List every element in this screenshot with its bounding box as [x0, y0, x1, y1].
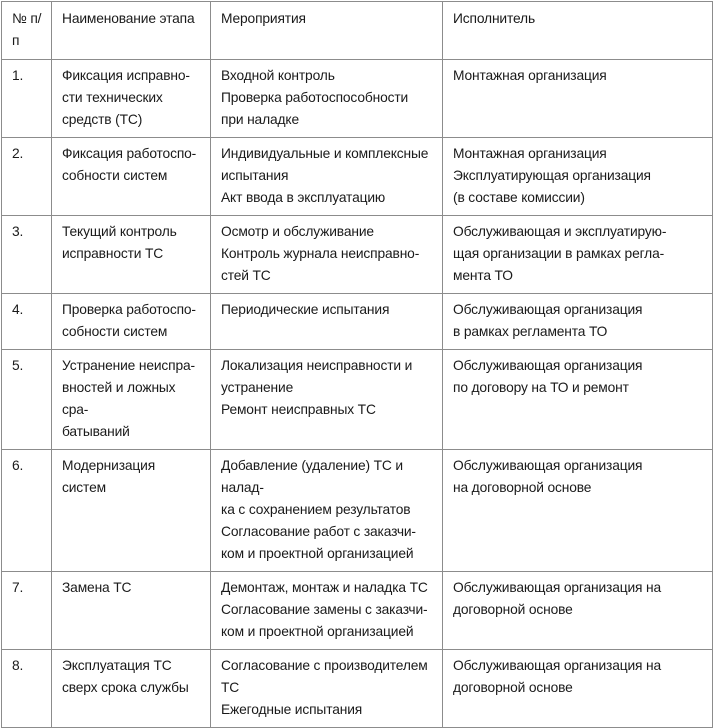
- table-row: [2, 294, 713, 350]
- measure-line: ка с сохранением результатов: [221, 502, 411, 517]
- measures-cell: [211, 350, 443, 450]
- stage-line: Замена ТС: [62, 580, 132, 595]
- measure-line: Добавление (удаление) ТС и налад-: [221, 458, 403, 495]
- measure-line: Контроль журнала неисправно-: [221, 246, 420, 261]
- executor-cell: [443, 572, 713, 650]
- row-number: 3.: [2, 216, 52, 294]
- stages-table: [1, 1, 713, 728]
- executor-line: договорной основе: [453, 680, 573, 695]
- measure-line: Ремонт неисправных ТС: [221, 402, 376, 417]
- stage-line: Эксплуатация ТС: [62, 658, 172, 673]
- measure-line: Демонтаж, монтаж и наладка ТС: [221, 580, 428, 595]
- executor-line: Обслуживающая организация: [453, 358, 643, 373]
- executor-line: Эксплуатирующая организация: [453, 168, 651, 183]
- measure-line: Ежегодные испытания: [221, 702, 363, 717]
- executor-cell: [443, 216, 713, 294]
- executor-line: мента ТО: [453, 268, 513, 283]
- measure-line: Входной контроль: [221, 68, 335, 83]
- stage-cell: [52, 350, 211, 450]
- header-stage: Наименование этапа: [52, 2, 211, 60]
- stage-line: Текущий контроль: [62, 224, 177, 239]
- executor-cell: [443, 350, 713, 450]
- executor-line: в рамках регламента ТО: [453, 324, 608, 339]
- executor-cell: [443, 450, 713, 572]
- header-executor: Исполнитель: [443, 2, 713, 60]
- executor-line: Обслуживающая и эксплуатирую-: [453, 224, 667, 239]
- measures-cell: [211, 450, 443, 572]
- stage-line: Фиксация исправно-: [62, 68, 190, 83]
- executor-line: щая организации в рамках регла-: [453, 246, 665, 261]
- stage-line: Устранение неиспра-: [62, 358, 195, 373]
- executor-line: (в составе комиссии): [453, 190, 585, 205]
- executor-line: Обслуживающая организация: [453, 302, 643, 317]
- stage-cell: [52, 572, 211, 650]
- executor-line: на договорной основе: [453, 480, 592, 495]
- measure-line: устранение: [221, 380, 294, 395]
- measures-cell: [211, 294, 443, 350]
- stage-cell: [52, 60, 211, 138]
- table-row: [2, 216, 713, 294]
- stage-line: Фиксация работоспо-: [62, 146, 197, 161]
- measure-line: Согласование замены с заказчи-: [221, 602, 428, 617]
- table-row: [2, 350, 713, 450]
- stage-cell: [52, 138, 211, 216]
- stage-line: средств (ТС): [62, 112, 143, 127]
- row-number: 6.: [2, 450, 52, 572]
- measure-line: Осмотр и обслуживание: [221, 224, 374, 239]
- measure-line: ком и проектной организацией: [221, 624, 414, 639]
- row-number: 2.: [2, 138, 52, 216]
- measures-cell: [211, 60, 443, 138]
- measure-line: Акт ввода в эксплуатацию: [221, 190, 386, 205]
- measures-cell: [211, 650, 443, 728]
- measures-cell: [211, 572, 443, 650]
- executor-cell: [443, 294, 713, 350]
- stage-line: систем: [62, 480, 106, 495]
- measure-line: Индивидуальные и комплексные: [221, 146, 429, 161]
- measure-line: стей ТС: [221, 268, 271, 283]
- measures-cell: [211, 216, 443, 294]
- executor-line: Монтажная организация: [453, 146, 607, 161]
- stage-line: сти технических: [62, 90, 163, 105]
- stage-line: Проверка работоспо-: [62, 302, 196, 317]
- executor-cell: [443, 650, 713, 728]
- stage-line: собности систем: [62, 324, 168, 339]
- measure-line: Согласование с производителем ТС: [221, 658, 428, 695]
- stage-cell: [52, 450, 211, 572]
- measures-cell: [211, 138, 443, 216]
- executor-cell: [443, 60, 713, 138]
- executor-line: по договору на ТО и ремонт: [453, 380, 629, 395]
- executor-line: Обслуживающая организация: [453, 458, 643, 473]
- stage-cell: [52, 294, 211, 350]
- stage-cell: [52, 216, 211, 294]
- stage-line: исправности ТС: [62, 246, 164, 261]
- executor-line: Монтажная организация: [453, 68, 607, 83]
- row-number: 8.: [2, 650, 52, 728]
- stage-line: собности систем: [62, 168, 168, 183]
- stage-cell: [52, 650, 211, 728]
- row-number: 1.: [2, 60, 52, 138]
- table-row: [2, 650, 713, 728]
- measure-line: Периодические испытания: [221, 302, 390, 317]
- row-number: 4.: [2, 294, 52, 350]
- measure-line: Согласование работ с заказчи-: [221, 524, 416, 539]
- row-number: 5.: [2, 350, 52, 450]
- measure-line: испытания: [221, 168, 289, 183]
- executor-line: Обслуживающая организация на: [453, 658, 662, 673]
- table-row: [2, 60, 713, 138]
- row-number: 7.: [2, 572, 52, 650]
- measure-line: Локализация неисправности и: [221, 358, 413, 373]
- header-measures: Мероприятия: [211, 2, 443, 60]
- stage-line: батываний: [62, 424, 130, 439]
- measure-line: Проверка работоспособности: [221, 90, 409, 105]
- measure-line: ком и проектной организацией: [221, 546, 414, 561]
- table-row: [2, 450, 713, 572]
- stage-line: сверх срока службы: [62, 680, 189, 695]
- measure-line: при наладке: [221, 112, 299, 127]
- stage-line: Модернизация: [62, 458, 156, 473]
- executor-line: Обслуживающая организация на: [453, 580, 662, 595]
- stage-line: вностей и ложных сра-: [62, 380, 176, 417]
- table-header-row: [2, 2, 713, 60]
- header-number: № п/п: [2, 2, 52, 60]
- executor-cell: [443, 138, 713, 216]
- table-row: [2, 138, 713, 216]
- executor-line: договорной основе: [453, 602, 573, 617]
- table-row: [2, 572, 713, 650]
